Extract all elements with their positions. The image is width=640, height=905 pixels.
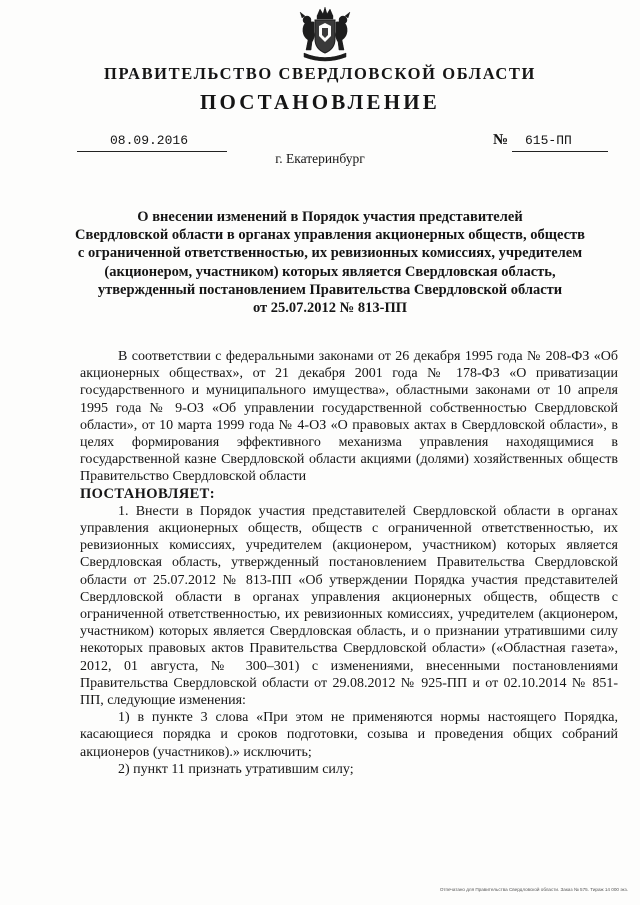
- document-type: ПОСТАНОВЛЕНИЕ: [199, 90, 441, 114]
- title-line: (акционером, участником) которых является Свердловская область,: [104, 263, 556, 280]
- number-sign: №: [493, 132, 509, 148]
- subitem-2-paragraph: 2) пункт 11 признать утратившим силу;: [118, 761, 354, 777]
- document-body: [80, 348, 618, 778]
- coat-of-arms-emblem: [298, 6, 352, 64]
- subitem-1-paragraph: 1) в пункте 3 слова «При этом не применяются нормы настоящего Порядка, касающиеся порядка и сроков подготовки, созыва и проведения общих собраний акционеров (участников).» исключить;: [80, 710, 618, 760]
- preamble-paragraph: В соответствии с федеральными законами от 26 декабря 1995 года № 208-ФЗ «Об акционерных обществах», от 21 декабря 2001 года № 178-ФЗ «О приватизации государственного и муниципального имущества», областными законами от 10 апреля 1995 года № 9-ОЗ «Об управлении государственной собственностью Свердловской области», от 10 марта 1999 года № 4-ОЗ «О правовых актах в Свердловской области», в целях формирования эффективного механизма управления находящимися в государственной казне Свердловской области акциями (долями) хозяйственных обществ Правительство Свердловской области: [80, 349, 618, 485]
- government-name: ПРАВИТЕЛЬСТВО СВЕРДЛОВСКОЙ ОБЛАСТИ: [104, 64, 536, 83]
- print-note: Отпечатано для Правительства Свердловской области. Заказ № 575. Тираж 14 000 экз.: [439, 887, 628, 892]
- title-line: утвержденный постановлением Правительства Свердловской области: [97, 281, 563, 298]
- document-title: [70, 208, 590, 317]
- document-number: 615-ПП: [525, 133, 572, 148]
- title-line: Свердловской области в органах управления акционерных обществ, обществ: [75, 227, 585, 244]
- city: г. Екатеринбург: [275, 151, 365, 166]
- title-line: О внесении изменений в Порядок участия представителей: [137, 209, 523, 225]
- document-date: 08.09.2016: [110, 133, 189, 148]
- title-line: с ограниченной ответственностью, их ревизионных комиссиях, учредителем: [77, 245, 583, 262]
- decree-word: ПОСТАНОВЛЯЕТ:: [80, 485, 215, 502]
- title-line: от 25.07.2012 № 813-ПП: [252, 300, 407, 317]
- item-1-paragraph: 1. Внести в Порядок участия представителей Свердловской области в органах управления акционерных обществ, обществ с ограниченной ответственностью, их ревизионных комиссиях, учредителем (акционером, участником) которых является Свердловская область, утвержденный постановлением Правительства Свердловской области от 25.07.2012 № 813-ПП «Об утверждении Порядка участия представителей Свердловской области в органах управления акционерных обществ, обществ с ограниченной ответственностью, их ревизионных комиссиях, учредителем (акционером, участником) которых является Свердловская область, и о признании утратившими силу некоторых правовых актов Правительства Свердловской области» («Областная газета», 2012, 01 августа, № 300–301) с изменениями, внесенными постановлениями Правительства Свердловской области от 29.08.2012 № 925-ПП и от 02.10.2014 № 851-ПП, следующие изменения:: [80, 503, 618, 709]
